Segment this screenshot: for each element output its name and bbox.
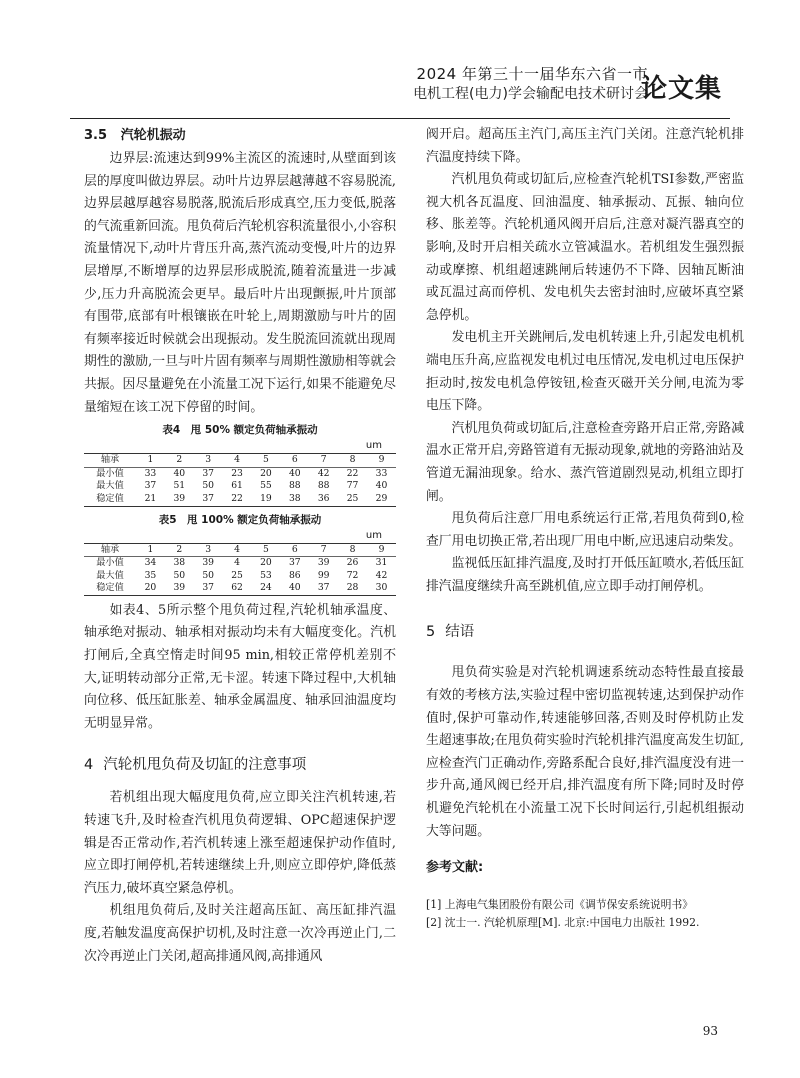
header-proceedings-label: 论文集 <box>640 74 722 104</box>
table-cell: 最小值 <box>96 467 124 479</box>
table-cell: 25 <box>346 492 359 504</box>
reference-item: [1] 上海电气集团股份有限公司《调节保安系统说明书》 <box>426 897 694 911</box>
table-cell: 4 <box>234 557 240 569</box>
table-row <box>84 480 396 493</box>
header-cell: 3 <box>205 454 212 466</box>
table-row <box>84 493 396 506</box>
table-cell: 39 <box>173 582 186 594</box>
table-cell: 29 <box>375 492 388 504</box>
table-cell: 35 <box>144 569 157 581</box>
table-cell: 22 <box>231 492 243 504</box>
table-cell: 40 <box>288 582 301 594</box>
table-cell: 37 <box>144 480 157 492</box>
table-cell: 40 <box>288 467 301 479</box>
reference-item: [2] 沈士一. 汽轮机原理[M]. 北京:中国电力出版社 1992. <box>426 915 700 929</box>
table-cell: 38 <box>173 557 186 569</box>
table-cell: 稳定值 <box>96 492 124 504</box>
paragraph-bypass: 汽机甩负荷或切缸后,注意检查旁路开启正常,旁路减温水正常开启,旁路管道有无振动现象,就地的旁路油站及管道无漏油现象。给水、蒸汽管道剧烈晃动,机组立即打闸。 <box>426 420 744 504</box>
table-cell: 42 <box>317 467 330 479</box>
paragraph-conclusion: 甩负荷实验是对汽轮机调速系统动态特性最直接最有效的考核方法,实验过程中密切监视转速,达到保护动作值时,保护可靠动作,转速能够回落,否则及时停机防止发生超速事故;在甩负荷实验时汽轮机排汽温度高发生切缸,应检查汽门正确动作,旁路系配合良好,排汽温度没有进一步升高,通风阀已经开启,排汽温度有所下降;同时及时停机避免汽轮机在小流量工况下长时间运行,引起机组振动大等问题。 <box>426 665 744 839</box>
table-cell: 28 <box>346 582 359 594</box>
table-cell: 37 <box>202 492 215 504</box>
conference-name <box>413 64 648 104</box>
table-cell: 30 <box>375 582 388 594</box>
paragraph-table-discussion: 如表4、5所示整个甩负荷过程,汽轮机轴承温度、轴承绝对振动、轴承相对振动均未有大幅度变化。汽机打闸后,全真空惰走时间95 min,相较正常停机差别不大,证明转动部分正常,无卡涩。转速下降过程中,大机轴向位移、低压缸胀差、轴承金属温度、轴承回油温度均无明显异常。 <box>84 602 396 731</box>
left-column <box>84 124 396 968</box>
section-title: 汽轮机振动 <box>120 128 186 143</box>
table-cell: 19 <box>260 492 272 504</box>
section-number: 3.5 <box>84 128 108 143</box>
paragraph-exhaust-temperature: 机组甩负荷后,及时关注超高压缸、高压缸排汽温度,若触发温度高保护切机,及时注意一次冷再逆止门,二次冷再逆止门关闭,超高排通风阀,高排通风 <box>84 903 396 964</box>
right-column <box>426 124 744 932</box>
table-cell: 77 <box>346 480 359 492</box>
table-cell: 88 <box>288 480 301 492</box>
header-cell: 1 <box>147 543 154 555</box>
header-cell: 1 <box>147 454 154 466</box>
section-5-heading <box>426 620 744 644</box>
table-row <box>84 557 396 570</box>
header-cell: 3 <box>205 543 212 555</box>
table-cell: 50 <box>202 480 215 492</box>
section-title: 结语 <box>445 624 475 641</box>
table-cell: 38 <box>288 492 301 504</box>
header-cell: 8 <box>349 543 356 555</box>
section-4-heading <box>84 753 396 777</box>
table-cell: 36 <box>317 492 330 504</box>
paragraph-lp-exhaust: 监视低压缸排汽温度,及时打开低压缸喷水,若低压缸排汽温度继续升高至跳机值,应立即手动打闸停机。 <box>426 556 744 594</box>
header-cell: 6 <box>291 543 298 555</box>
header-cell: 轴承 <box>100 543 120 555</box>
table-cell: 最大值 <box>96 569 124 581</box>
table-cell: 24 <box>260 582 272 594</box>
table-cell: 99 <box>317 569 330 581</box>
table-cell: 51 <box>173 480 186 492</box>
section-number: 4 <box>84 757 94 774</box>
references-heading: 参考文献: <box>426 860 484 876</box>
header-cell: 9 <box>378 543 385 555</box>
table-cell: 20 <box>260 467 272 479</box>
table-cell: 37 <box>202 582 215 594</box>
table-cell: 88 <box>317 480 330 492</box>
running-header <box>0 50 800 120</box>
table-cell: 61 <box>231 480 243 492</box>
header-rule <box>70 118 730 119</box>
table-5 <box>84 543 396 596</box>
header-cell: 8 <box>349 454 356 466</box>
table-cell: 33 <box>375 467 388 479</box>
paragraph-generator: 发电机主开关跳闸后,发电机转速上升,引起发电机机端电压升高,应监视发电机过电压情况,发电机过电压保护拒动时,按发电机急停铵钮,检查灭磁开关分闸,电流为零电压下降。 <box>426 330 744 414</box>
page-number: 93 <box>702 1024 718 1038</box>
table-5-unit: um <box>365 529 382 541</box>
table-cell: 23 <box>231 467 243 479</box>
table-row <box>84 570 396 583</box>
table-cell: 26 <box>346 557 359 569</box>
table-header-row <box>84 454 396 468</box>
table-cell: 39 <box>317 557 330 569</box>
table-cell: 37 <box>317 582 330 594</box>
header-cell: 5 <box>263 543 269 555</box>
table-cell: 40 <box>173 467 186 479</box>
paragraph-boundary-layer: 边界层:流速达到99%主流区的流速时,从壁面到该层的厚度叫做边界层。动叶片边界层越薄越不容易脱流,边界层越厚越容易脱落,脱流后形成真空,压力变低,脱落的气流重新回流。甩负荷后汽轮机容积流量很小,小容积流量情况下,动叶片背压升高,蒸汽流动变慢,叶片的边界层增厚,不断增厚的边界层形成脱流,随着流量进一步减少,压力升高脱流会更早。最后叶片出现颤振,叶片顶部有围带,底部有叶根镶嵌在叶轮上,周期激励与叶片的固有频率接近时候就会出现振动。发生脱流回流就出现周期性的激励,一旦与叶片固有频率与周期性激励相等就会共振。因尽量避免在小流量工况下运行,如果不能避免尽量缩短在该工况下停留的时间。 <box>84 151 396 415</box>
header-line-2: 电机工程(电力)学会输配电技术研讨会 <box>413 86 648 102</box>
header-cell: 9 <box>378 454 385 466</box>
paragraph-overspeed: 若机组出现大幅度甩负荷,应立即关注汽机转速,若转速飞升,及时检查汽机甩负荷逻辑、OPC超速保护逻辑是否正常动作,若汽机转速上涨至超速保护动作值时,应立即打闸停机,若转速继续上升,则应立即停炉,降低蒸汽压力,破坏真空紧急停机。 <box>84 790 396 896</box>
header-cell: 2 <box>176 543 183 555</box>
table-cell: 最大值 <box>96 480 124 492</box>
table-cell: 20 <box>260 557 272 569</box>
table-cell: 40 <box>375 480 388 492</box>
table-cell: 42 <box>375 569 388 581</box>
table-cell: 50 <box>173 569 186 581</box>
table-cell: 72 <box>346 569 359 581</box>
table-cell: 稳定值 <box>96 582 124 594</box>
table-cell: 31 <box>375 557 388 569</box>
section-title: 汽轮机甩负荷及切缸的注意事项 <box>103 757 307 774</box>
table-4-unit: um <box>365 440 382 452</box>
header-cell: 5 <box>263 454 269 466</box>
table-cell: 22 <box>346 467 359 479</box>
table-row <box>84 582 396 595</box>
table-cell: 39 <box>202 557 215 569</box>
table-cell: 62 <box>231 582 243 594</box>
table-5-title: 表5 甩 100% 额定负荷轴承振动 <box>158 513 322 526</box>
paragraph-station-power: 甩负荷后注意厂用电系统运行正常,若甩负荷到0,检查厂用电切换正常,若出现厂用电中断,应迅速启动柴发。 <box>426 511 744 549</box>
header-cell: 7 <box>320 543 327 555</box>
table-cell: 25 <box>231 569 243 581</box>
table-cell: 20 <box>144 582 157 594</box>
table-cell: 39 <box>173 492 186 504</box>
table-cell: 最小值 <box>96 557 124 569</box>
table-4 <box>84 453 396 506</box>
paragraph-continued: 阀开启。超高压主汽门,高压主汽门关闭。注意汽轮机排汽温度持续下降。 <box>426 127 744 165</box>
header-cell: 轴承 <box>100 454 120 466</box>
table-header-row <box>84 543 396 557</box>
table-cell: 33 <box>144 467 157 479</box>
header-cell: 7 <box>320 454 327 466</box>
table-cell: 37 <box>202 467 215 479</box>
paragraph-tsi-check: 汽机甩负荷或切缸后,应检查汽轮机TSI参数,严密监视大机各瓦温度、回油温度、轴承振动、瓦振、轴向位移、胀差等。汽轮机通风阀开启后,注意对凝汽器真空的影响,及时开启相关疏水立管减温水。若机组发生强烈振动或摩擦、机组超速跳闸后转速仍不下降、因轴瓦断油或瓦温过高而停机、发电机失去密封油时,应破坏真空紧急停机。 <box>426 172 744 323</box>
header-line-1: 2024 年第三十一届华东六省一市 <box>416 65 648 83</box>
section-3-5-heading <box>84 124 396 148</box>
section-number: 5 <box>426 624 436 641</box>
header-cell: 4 <box>234 454 240 466</box>
table-cell: 53 <box>260 569 272 581</box>
table-cell: 55 <box>260 480 272 492</box>
table-cell: 34 <box>144 557 157 569</box>
header-cell: 2 <box>176 454 183 466</box>
table-cell: 21 <box>144 492 157 504</box>
header-cell: 6 <box>291 454 298 466</box>
table-cell: 86 <box>288 569 301 581</box>
header-cell: 4 <box>234 543 240 555</box>
table-cell: 50 <box>202 569 215 581</box>
table-cell: 37 <box>288 557 301 569</box>
table-4-title: 表4 甩 50% 额定负荷轴承振动 <box>162 424 318 437</box>
table-row <box>84 467 396 480</box>
